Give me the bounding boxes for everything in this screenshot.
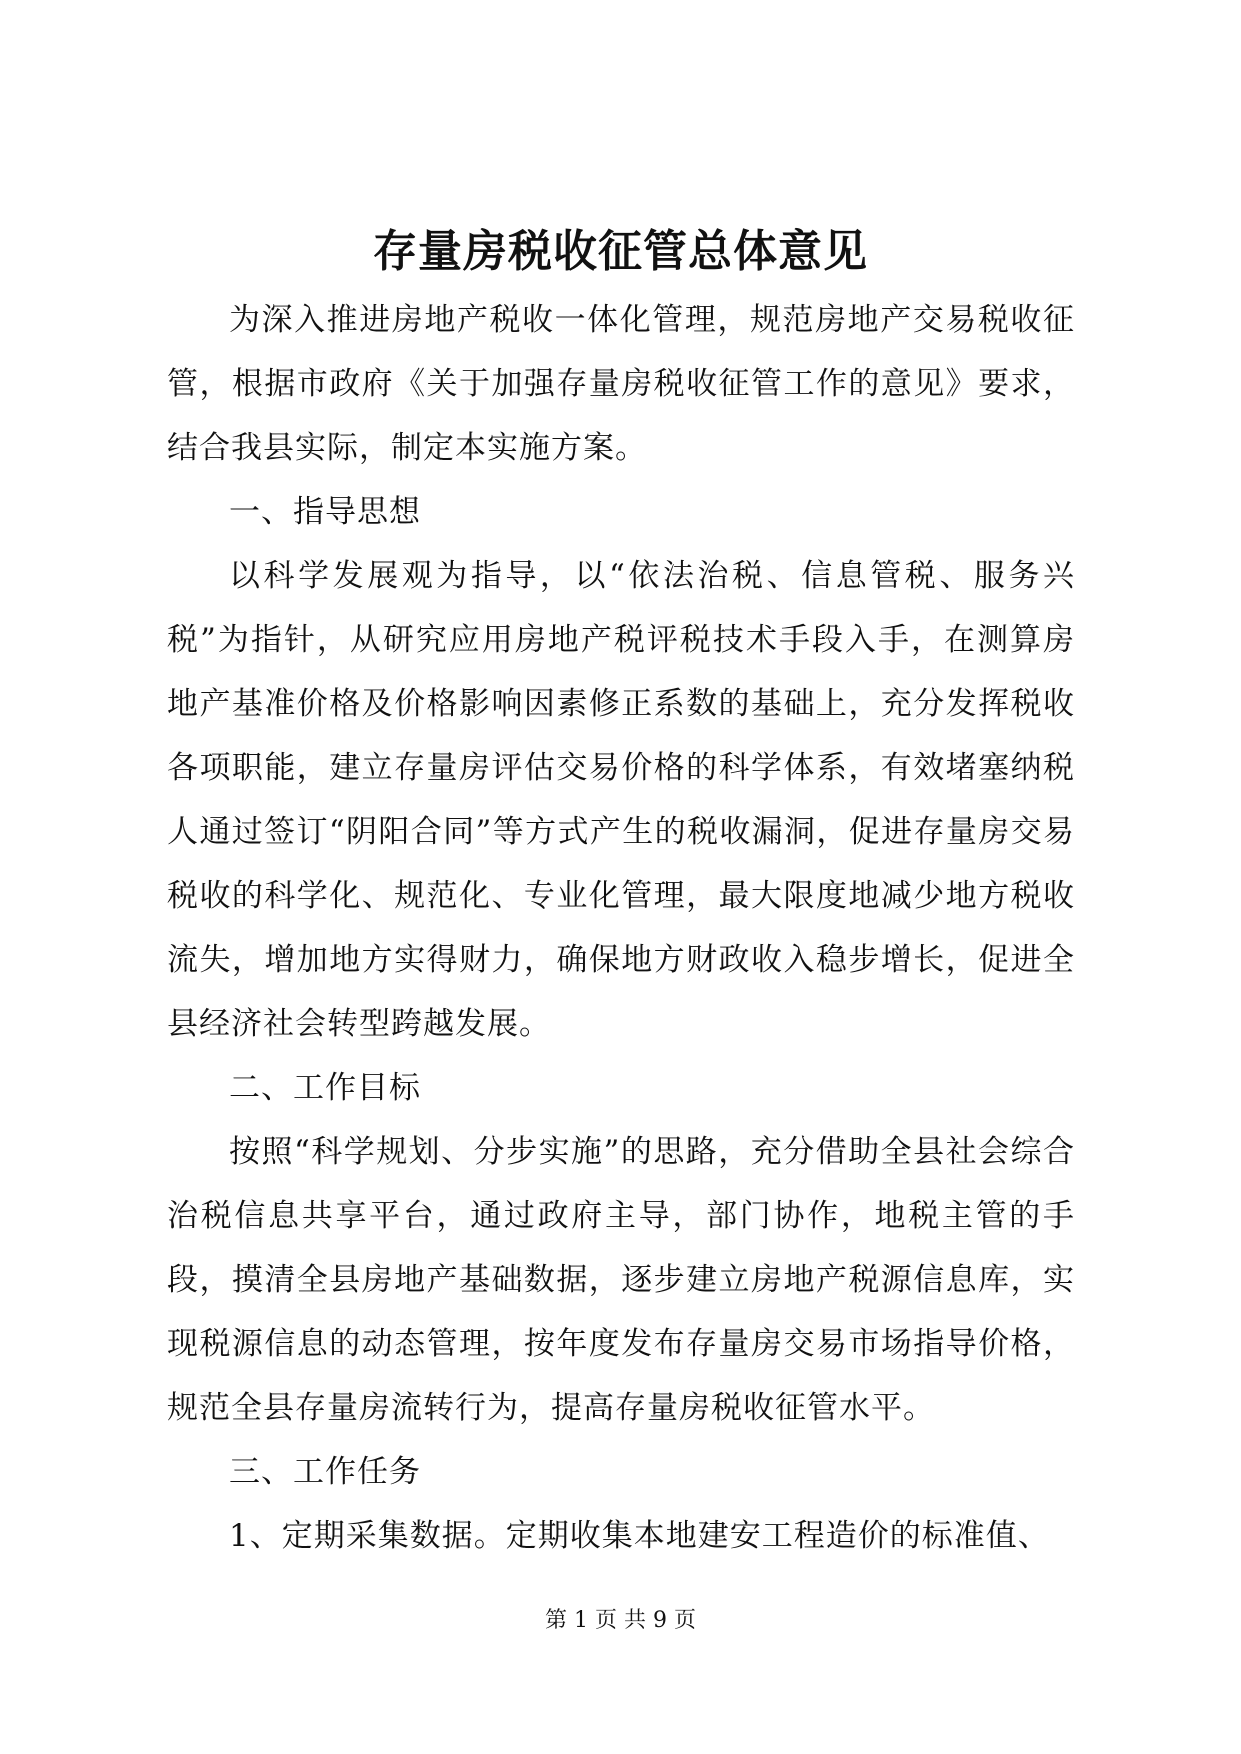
section-heading-guiding-ideology: 一、指导思想 <box>229 494 421 530</box>
work-tasks-paragraph: 1、定期采集数据。定期收集本地建安工程造价的标准值、 <box>229 1518 1050 1554</box>
guiding-ideology-paragraph: 以科学发展观为指导，以“依法治税、信息管税、服务兴税”为指针，从研究应用房地产税评税技术手段入手，在测算房地产基准价格及价格影响因素修正系数的基础上，充分发挥税收各项职能，建立存量房评估交易价格的科学体系，有效堵塞纳税人通过签订“阴阳合同”等方式产生的税收漏洞，促进存量房交易税收的科学化、规范化、专业化管理，最大限度地减少地方税收流失，增加地方实得财力，确保地方财政收入稳步增长，促进全县经济社会转型跨越发展。 <box>167 558 1075 1042</box>
page-footer: 第 1 页 共 9 页 <box>545 1608 696 1633</box>
intro-paragraph: 为深入推进房地产税收一体化管理，规范房地产交易税收征管，根据市政府《关于加强存量房税收征管工作的意见》要求，结合我县实际，制定本实施方案。 <box>167 302 1075 466</box>
section-heading-work-tasks: 三、工作任务 <box>229 1454 421 1490</box>
document-title: 存量房税收征管总体意见 <box>373 226 868 277</box>
work-goals-paragraph: 按照“科学规划、分步实施”的思路，充分借助全县社会综合治税信息共享平台，通过政府主导，部门协作，地税主管的手段，摸清全县房地产基础数据，逐步建立房地产税源信息库，实现税源信息的动态管理，按年度发布存量房交易市场指导价格，规范全县存量房流转行为，提高存量房税收征管水平。 <box>167 1134 1075 1426</box>
document-body <box>167 288 1075 1568</box>
section-heading-work-goals: 二、工作目标 <box>229 1070 421 1106</box>
